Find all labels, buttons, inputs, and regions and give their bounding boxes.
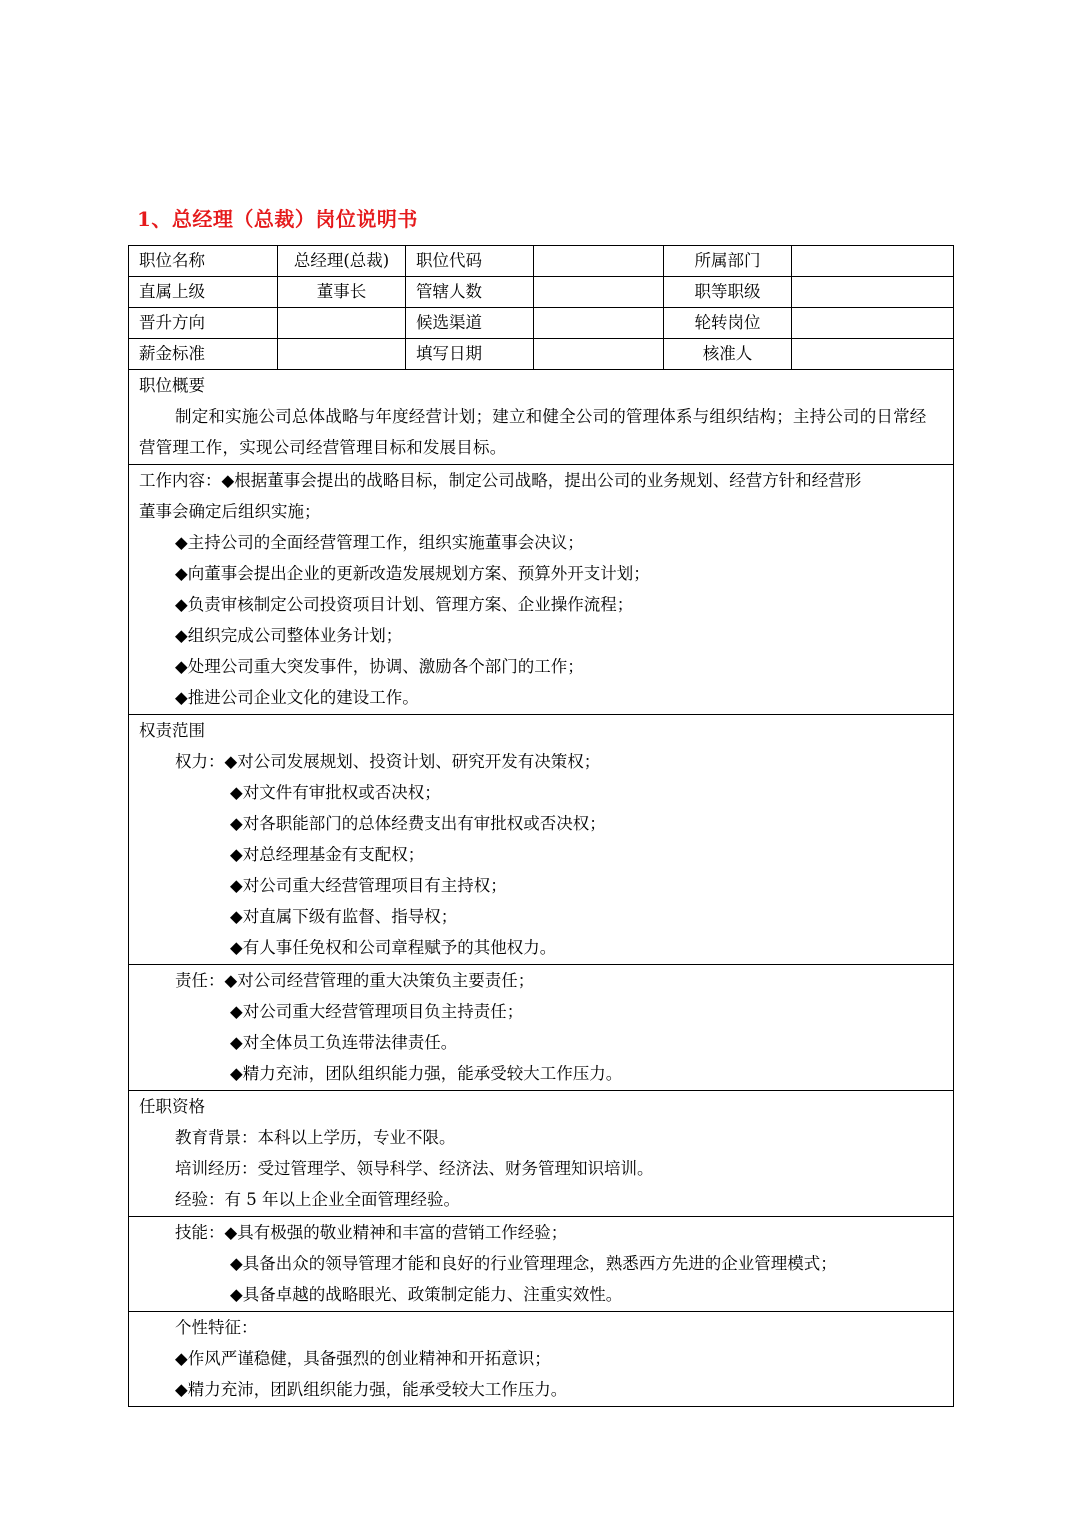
label-candidate-channel: 候选渠道 — [406, 308, 534, 339]
list-item: ◆精力充沛，团趴组织能力强，能承受较大工作压力。 — [175, 1380, 568, 1399]
value-approver — [792, 339, 954, 370]
value-position-code — [534, 246, 664, 277]
table-row — [129, 246, 954, 277]
list-item: ◆负责审核制定公司投资项目计划、管理方案、企业操作流程； — [175, 595, 634, 614]
table-row — [129, 308, 954, 339]
list-item: ◆对文件有审批权或否决权； — [230, 783, 441, 802]
job-description-table — [128, 245, 954, 1407]
section-qualification — [129, 1091, 954, 1217]
label-headcount: 管辖人数 — [406, 277, 534, 308]
table-row — [129, 277, 954, 308]
work-second-line: 董事会确定后组织实施； — [139, 502, 321, 521]
section-work-content — [129, 465, 954, 715]
responsibility-first-line: 责任：◆对公司经营管理的重大决策负主要责任； — [175, 971, 535, 990]
list-item: ◆对公司重大经营管理项目负主持责任； — [230, 1002, 524, 1021]
work-first-line: 工作内容：◆根据董事会提出的战略目标，制定公司战略，提出公司的业务规划、经营方针和经营形 — [139, 471, 862, 490]
section-authority — [129, 715, 954, 965]
section-responsibility — [129, 965, 954, 1091]
section-overview — [129, 370, 954, 465]
list-item: ◆向董事会提出企业的更新改造发展规划方案、预算外开支计划； — [175, 564, 650, 583]
list-item: ◆具备出众的领导管理才能和良好的行业管理理念，熟悉西方先进的企业管理模式； — [230, 1254, 837, 1273]
list-item: ◆主持公司的全面经营管理工作，组织实施董事会决议； — [175, 533, 584, 552]
list-item: 教育背景：本科以上学历，专业不限。 — [175, 1128, 456, 1147]
label-rotation: 轮转岗位 — [664, 308, 792, 339]
qualification-heading: 任职资格 — [139, 1097, 205, 1116]
label-direct-superior: 直属上级 — [129, 277, 278, 308]
list-item: ◆对各职能部门的总体经费支出有审批权或否决权； — [230, 814, 606, 833]
list-item: 培训经历：受过管理学、领导科学、经济法、财务管理知识培训。 — [175, 1159, 654, 1178]
list-item: ◆精力充沛，团队组织能力强，能承受较大工作压力。 — [230, 1064, 623, 1083]
list-item: ◆作风严谨稳健，具备强烈的创业精神和开拓意识； — [175, 1349, 551, 1368]
label-position-name: 职位名称 — [129, 246, 278, 277]
list-item: ◆对公司重大经营管理项目有主持权； — [230, 876, 507, 895]
list-item: ◆对总经理基金有支配权； — [230, 845, 425, 864]
value-promotion — [278, 308, 406, 339]
value-grade — [792, 277, 954, 308]
section-skills — [129, 1217, 954, 1312]
list-item: ◆对全体员工负连带法律责任。 — [230, 1033, 458, 1052]
skills-first-line: 技能：◆具有极强的敬业精神和丰富的营销工作经验； — [175, 1223, 568, 1242]
value-department — [792, 246, 954, 277]
personality-heading: 个性特征： — [175, 1318, 258, 1337]
label-position-code: 职位代码 — [406, 246, 534, 277]
value-rotation — [792, 308, 954, 339]
document-title: 1、总经理（总裁）岗位说明书 — [137, 207, 418, 231]
list-item: ◆对直属下级有监督、指导权； — [230, 907, 458, 926]
list-item: ◆具备卓越的战略眼光、政策制定能力、注重实效性。 — [230, 1285, 623, 1304]
value-salary — [278, 339, 406, 370]
label-grade: 职等职级 — [664, 277, 792, 308]
authority-heading: 权责范围 — [139, 721, 205, 740]
value-direct-superior: 董事长 — [278, 277, 406, 308]
value-headcount — [534, 277, 664, 308]
list-item: ◆有人事任免权和公司章程赋予的其他权力。 — [230, 938, 557, 957]
label-approver: 核准人 — [664, 339, 792, 370]
value-candidate-channel — [534, 308, 664, 339]
overview-heading: 职位概要 — [139, 376, 205, 395]
list-item: ◆组织完成公司整体业务计划； — [175, 626, 403, 645]
list-item: ◆推进公司企业文化的建设工作。 — [175, 688, 419, 707]
section-personality — [129, 1312, 954, 1407]
value-fill-date — [534, 339, 664, 370]
overview-text: 制定和实施公司总体战略与年度经营计划；建立和健全公司的管理体系与组织结构；主持公司的日常经营管理工作，实现公司经营管理目标和发展目标。 — [139, 407, 927, 457]
powers-first-line: 权力：◆对公司发展规划、投资计划、研究开发有决策权； — [175, 752, 601, 771]
label-promotion: 晋升方向 — [129, 308, 278, 339]
label-salary: 薪金标准 — [129, 339, 278, 370]
list-item: ◆处理公司重大突发事件，协调、激励各个部门的工作； — [175, 657, 584, 676]
table-row — [129, 339, 954, 370]
list-item: 经验：有 5 年以上企业全面管理经验。 — [175, 1190, 460, 1209]
label-department: 所属部门 — [664, 246, 792, 277]
label-fill-date: 填写日期 — [406, 339, 534, 370]
value-position-name: 总经理(总裁) — [278, 246, 406, 277]
